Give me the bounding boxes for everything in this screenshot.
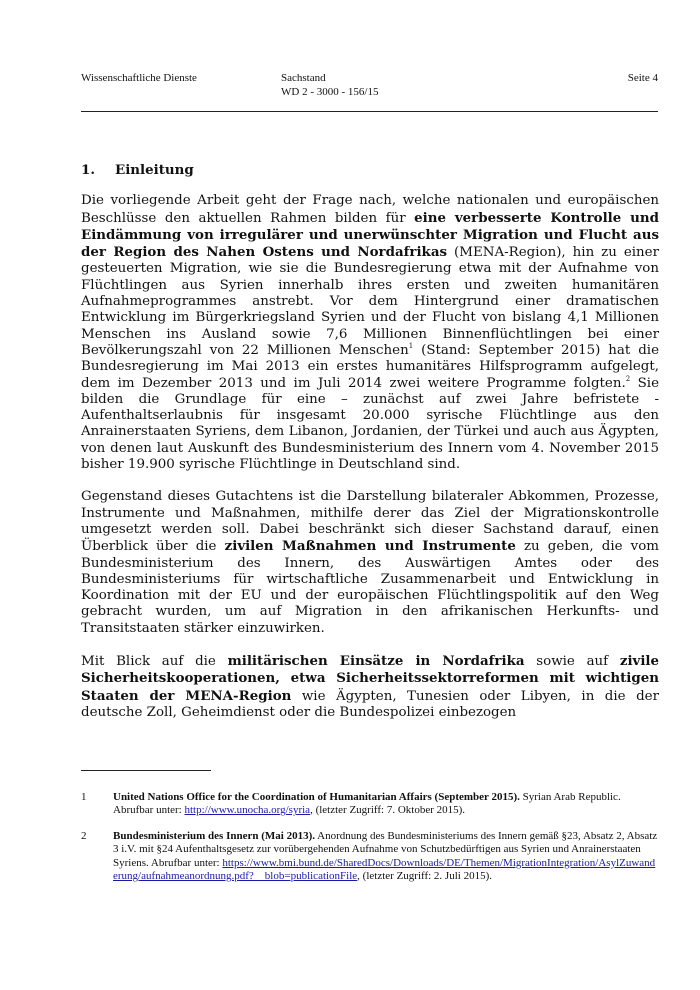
footnote-text: Anordnung des Bundesministeriums des Innern gemäß §23, Absatz 2, Absatz 3 i.V. mit §24 Aufenthaltsgesetz zur vorübergehenden Aufnahme von Schutzbedürftigen aus Syrien und Anrainerstaaten Syriens. Abrufbar unter: bbox=[113, 829, 658, 869]
section-number: 1. bbox=[81, 162, 95, 178]
header-document-info bbox=[281, 71, 378, 99]
paragraph-text: Sie bilden die Grundlage für eine – zunächst auf zwei Jahre befristete - Aufenthaltserlaubnis für insgesamt 20.000 syrische Flüchtlinge aus den Anrainerstaaten Syriens, dem Libanon, Jordanien, der Türkei und auch aus Ägypten, von denen laut Auskunft des Bundesministerium des Innern vom 4. November 2015 bisher 19.900 syrische Flüchtlinge in Deutschland sind. bbox=[81, 375, 660, 473]
header-page-number: Seite 4 bbox=[627, 72, 658, 84]
paragraph-2 bbox=[81, 489, 659, 637]
footnote-link[interactable]: https://www.bmi.bund.de/SharedDocs/Downloads/DE/Themen/MigrationIntegration/AsylZuwanderung/aufnahmeanordnung.pdf?__blob=publicationFile bbox=[113, 856, 656, 883]
footnote-ref-2[interactable]: 2 bbox=[625, 374, 631, 383]
paragraph-text: Die vorliegende Arbeit geht der Frage nach, welche nationalen und europäischen Beschlüsse den aktuellen Rahmen bilden für bbox=[81, 193, 659, 226]
footnotes bbox=[81, 791, 659, 895]
footnote-access-date: , (letzter Zugriff: 7. Oktober 2015). bbox=[310, 804, 466, 817]
footnote-2 bbox=[81, 830, 659, 884]
header-document-type: Sachstand bbox=[281, 72, 326, 84]
paragraph-text: (MENA-Region), hin zu einer gesteuerten Migration, wie sie die Bundesregierung etwa mit der Aufnahme von Flüchtlingen aus Syrien innerhalb ihres ersten und zweiten humanitären Aufnahmeprogrammes anstrebt. Vor dem Hintergrund einer dramatischen Entwicklung im Bürgerkriegsland Syrien und der Flucht von bislang 4,1 Millionen Menschen ins Ausland sowie 7,6 Millionen Binnenflüchtlingen bei einer Bevölkerungszahl von 22 Millionen Menschen bbox=[81, 245, 659, 358]
paragraph-3 bbox=[81, 653, 659, 721]
header-institution: Wissenschaftliche Dienste bbox=[81, 72, 197, 84]
paragraph-emphasis: militärischen Einsätze in Nordafrika bbox=[227, 653, 525, 670]
footnote-ref-1[interactable]: 1 bbox=[408, 341, 414, 350]
footnote-link[interactable]: http://www.unocha.org/syria bbox=[184, 804, 311, 817]
footnote-source: Bundesministerium des Innern (Mai 2013). bbox=[113, 829, 315, 842]
footnote-divider bbox=[81, 770, 211, 771]
paragraph-text: wie Ägypten, Tunesien oder Libyen, in die der deutsche Zoll, Geheimdienst oder die Bundespolizei einbezogen bbox=[81, 688, 659, 720]
paragraph-emphasis: eine verbesserte Kontrolle und Eindämmung von irregulärer und unerwünschter Migration und Flucht aus der Region des Nahen Ostens und Nordafrikas bbox=[81, 209, 660, 261]
paragraph-text: zu geben, die vom Bundesministerium des Innern, des Auswärtigen Amtes oder des Bundesministeriums für wirtschaftliche Zusammenarbeit und Entwicklung in Koordination mit der EU und der europäischen Flüchtlingspolitik auf den Weg gebracht wurden, um auf Migration in den afrikanischen Herkunfts- und Transitstaaten stärker einzuwirken. bbox=[81, 539, 660, 636]
header-divider bbox=[81, 111, 658, 112]
section-heading bbox=[81, 162, 659, 178]
paragraph-text: sowie auf bbox=[524, 654, 620, 670]
header-document-number: WD 2 - 3000 - 156/15 bbox=[281, 86, 379, 98]
paragraph-text: Mit Blick auf die bbox=[81, 654, 228, 670]
paragraph-emphasis: zivile Sicherheitskooperationen, etwa Sicherheitssektorreformen mit wichtigen Staaten der MENA-Region bbox=[81, 653, 660, 704]
page-header bbox=[81, 71, 658, 103]
footnote-1 bbox=[81, 791, 659, 818]
footnote-text: Syrian Arab Republic. Abrufbar unter: bbox=[113, 791, 621, 817]
footnote-number: 1 bbox=[81, 791, 87, 803]
section-title: Einleitung bbox=[115, 162, 194, 178]
paragraph-text: Gegenstand dieses Gutachtens ist die Darstellung bilateraler Abkommen, Prozesse, Instrumente und Maßnahmen, mithilfe derer das Ziel der Migrationskontrolle umgesetzt werden soll. Dabei beschränkt sich dieser Sachstand darauf, einen Überblick über die bbox=[81, 489, 659, 555]
paragraph-1 bbox=[81, 193, 659, 473]
footnote-access-date: , (letzter Zugriff: 2. Juli 2015). bbox=[357, 870, 492, 883]
paragraph-text: (Stand: September 2015) hat die Bundesregierung im Mai 2013 ein erstes humanitäres Hilfsprogramm aufgelegt, dem im Dezember 2013 und im Juli 2014 zwei weitere Programme folgten. bbox=[81, 342, 659, 391]
main-content bbox=[81, 162, 659, 737]
footnote-number: 2 bbox=[81, 829, 87, 842]
footnote-source: United Nations Office for the Coordination of Humanitarian Affairs (September 2015). bbox=[113, 791, 520, 803]
paragraph-emphasis: zivilen Maßnahmen und Instrumente bbox=[224, 538, 516, 555]
